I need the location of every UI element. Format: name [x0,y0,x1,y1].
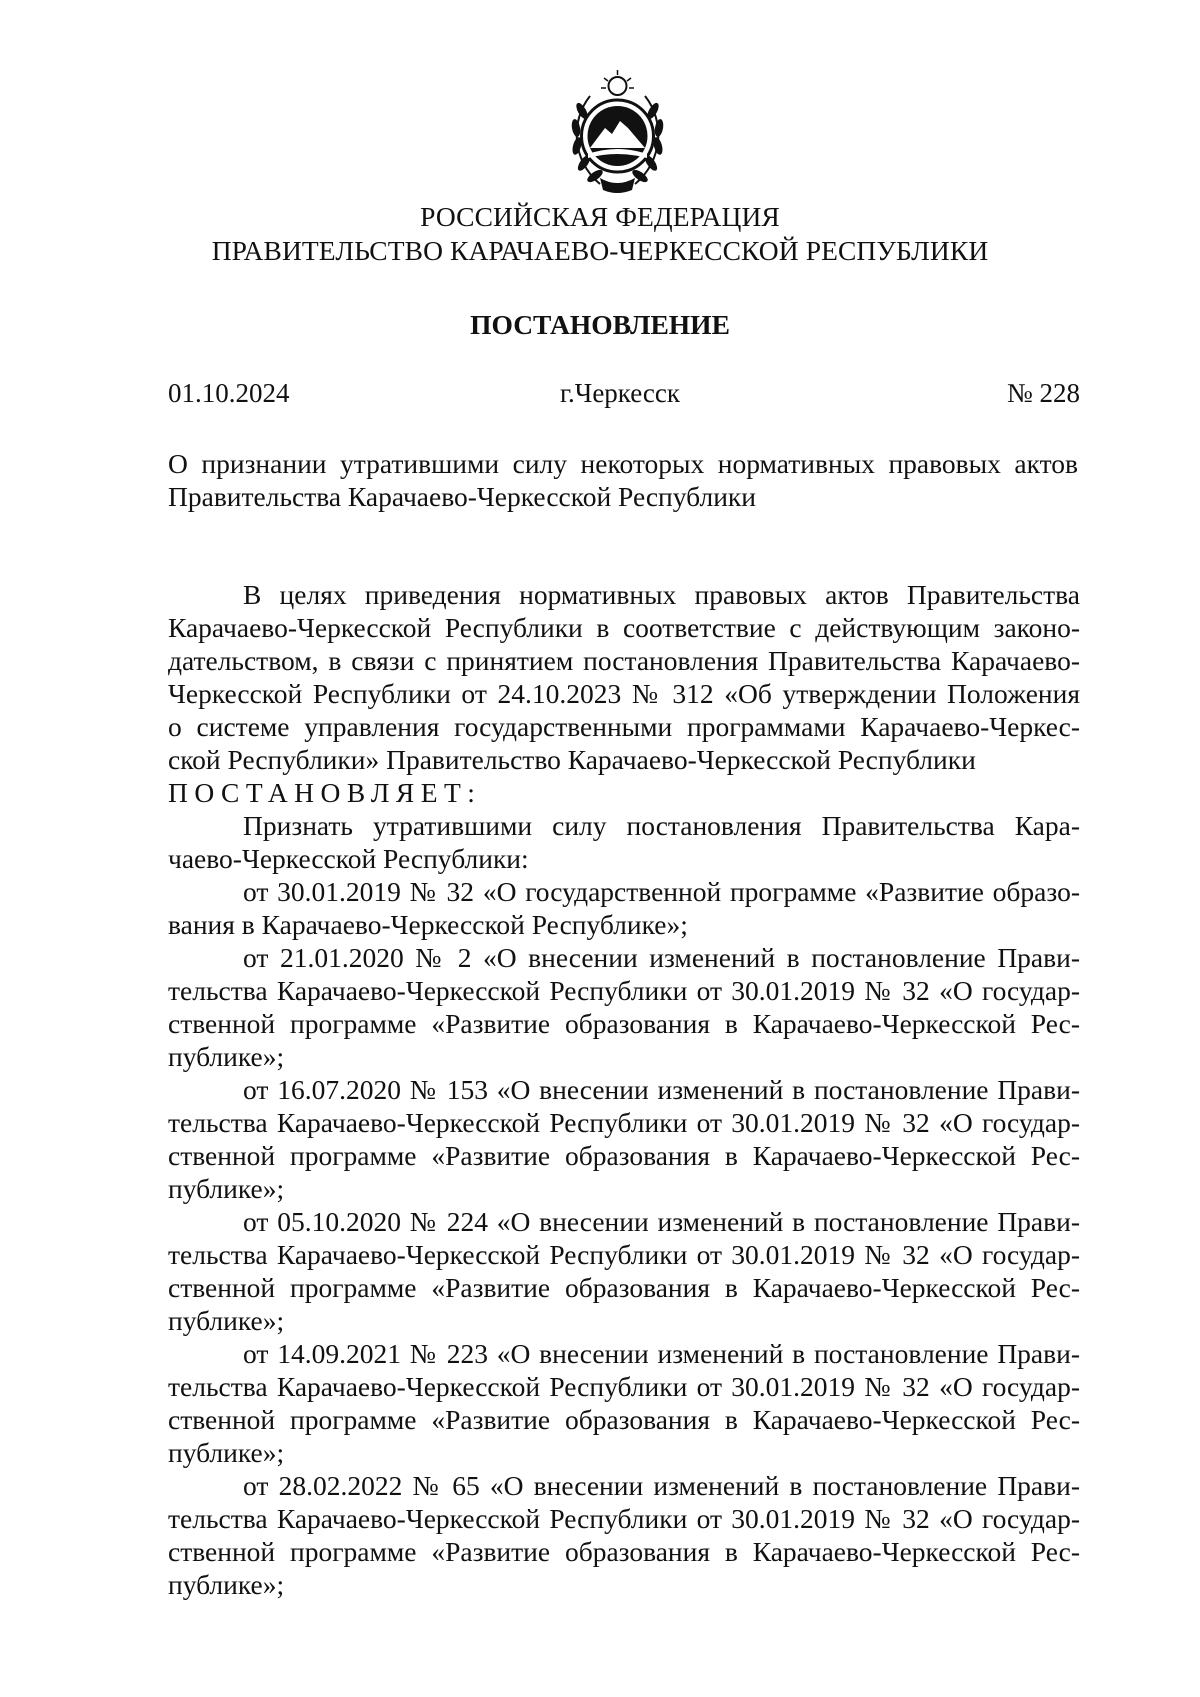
list-item-line: от 14.09.2021 № 223 «О внесении изменений в постановление Прави- [243,1338,1080,1369]
list-item-line: ственной программе «Развитие образования в Карачаево-Черкесской Рес- [168,1272,1080,1303]
list-item-line: тельства Карачаево-Черкесской Республики от 30.01.2019 № 32 «О государ- [168,1239,1080,1270]
government-name: ПРАВИТЕЛЬСТВО КАРАЧАЕВО-ЧЕРКЕССКОЙ РЕСПУБЛИКИ [211,235,989,266]
list-item-line: публике»; [168,1437,285,1468]
list-item-line: тельства Карачаево-Черкесской Республики от 30.01.2019 № 32 «О государ- [168,1107,1080,1138]
body-line: Карачаево-Черкесской Республики в соответствие с действующим законо- [168,612,1080,643]
body-line: В целях приведения нормативных правовых актов Правительства [243,579,1080,610]
list-item-line: тельства Карачаево-Черкесской Республики от 30.01.2019 № 32 «О государ- [168,1503,1080,1534]
document-city: г.Черкесск [560,378,680,408]
body-line: о системе управления государственными программами Карачаево-Черкес- [168,711,1080,742]
list-item-line: ственной программе «Развитие образования в Карачаево-Черкесской Рес- [168,1008,1080,1039]
list-item-line: публике»; [168,1305,285,1336]
document-number: № 228 [1006,378,1080,408]
body-line: Черкесской Республики от 24.10.2023 № 312 «Об утверждении Положения [168,678,1080,709]
document-date: 01.10.2024 [168,378,290,408]
list-item-line: ственной программе «Развитие образования в Карачаево-Черкесской Рес- [168,1404,1080,1435]
list-item-line: от 16.07.2020 № 153 «О внесении изменений в постановление Прави- [243,1074,1080,1105]
country-name: РОССИЙСКАЯ ФЕДЕРАЦИЯ [420,201,780,232]
document-title: ПОСТАНОВЛЕНИЕ [470,309,730,340]
list-item-line: от 05.10.2020 № 224 «О внесении изменений в постановление Прави- [243,1206,1080,1237]
list-item-line: тельства Карачаево-Черкесской Республики от 30.01.2019 № 32 «О государ- [168,1371,1080,1402]
list-item-line: публике»; [168,1173,285,1204]
body-line: чаево-Черкесской Республики: [168,843,529,874]
list-item-line: вания в Карачаево-Черкесской Республике»; [168,909,688,940]
list-item-line: тельства Карачаево-Черкесской Республики от 30.01.2019 № 32 «О государ- [168,975,1080,1006]
list-item-line: ственной программе «Развитие образования в Карачаево-Черкесской Рес- [168,1536,1080,1567]
list-item-line: публике»; [168,1569,285,1600]
list-item-line: от 30.01.2019 № 32 «О государственной программе «Развитие образо- [243,876,1080,907]
body-line: дательством, в связи с принятием постановления Правительства Карачаево- [168,645,1080,676]
document-subject: О признании утратившими силу некоторых нормативных правовых актов Правительства Карачаево-Черкесской Республики [168,448,1078,512]
list-item-line: от 28.02.2022 № 65 «О внесении изменений в постановление Прави- [243,1470,1080,1501]
list-item-line: ственной программе «Развитие образования в Карачаево-Черкесской Рес- [168,1140,1080,1171]
karachay-cherkessia-coat-of-arms-icon [560,66,675,201]
list-item-line: от 21.01.2020 № 2 «О внесении изменений в постановление Прави- [243,942,1080,973]
decree-word: ПОСТАНОВЛЯЕТ: [168,777,482,808]
body-line: Признать утратившими силу постановления Правительства Кара- [243,810,1080,841]
body-line: ской Республики» Правительство Карачаево-Черкесской Республики [168,744,976,775]
list-item-line: публике»; [168,1041,285,1072]
